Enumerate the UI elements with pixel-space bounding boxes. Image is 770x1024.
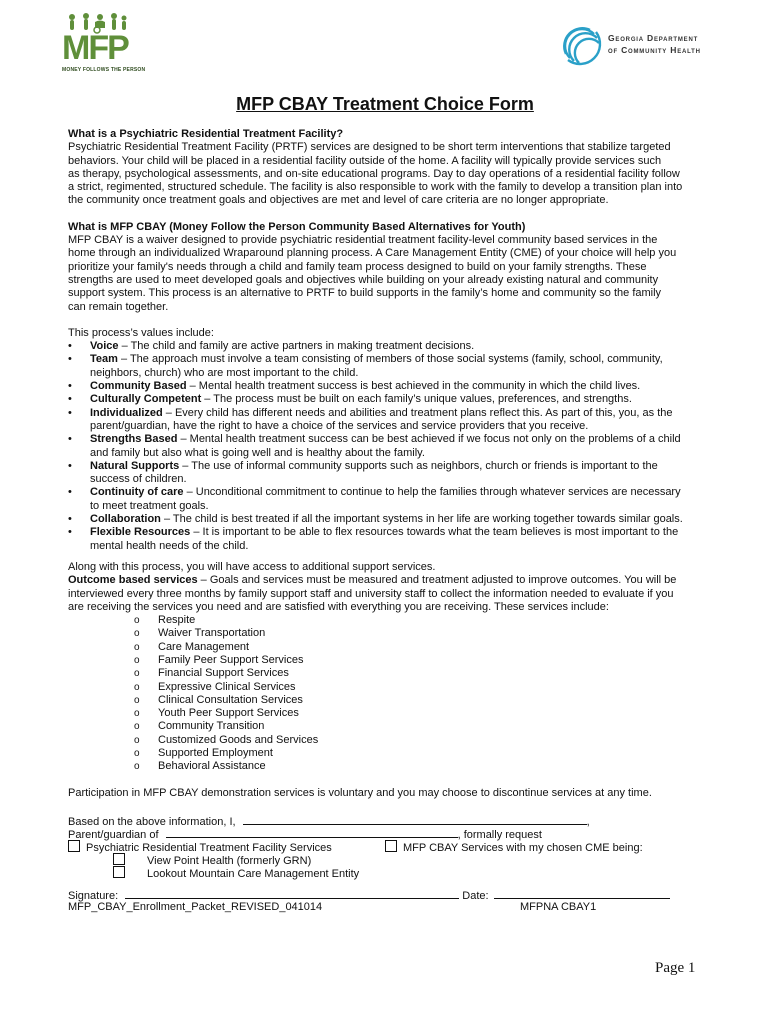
footer-row bbox=[68, 901, 708, 914]
cme-row-1 bbox=[68, 853, 708, 866]
cbay-heading: What is MFP CBAY (Money Follow the Person Community Based Alternatives for Youth) bbox=[68, 220, 526, 233]
cbay-line: MFP CBAY is a waiver designed to provide psychiatric residential treatment facility-level community based services in the bbox=[68, 234, 658, 247]
participation-note: Participation in MFP CBAY demonstration services is voluntary and you may choose to discontinue services at any time. bbox=[68, 786, 652, 799]
value-item: • Collaboration – The child is best treated if all the important systems in her life are working together towards similar goals. bbox=[68, 513, 708, 526]
date-label: Date: bbox=[462, 890, 489, 903]
value-item: • Flexible Resources – It is important to be able to flex resources towards what the team believes is most important to the mental health needs of the child. bbox=[68, 526, 708, 553]
cbay-line: home through an individualized Wraparound planning process. A Care Management Entity (CME) of your choice will help you bbox=[68, 247, 677, 260]
outcome-line: are receiving the services you need and are satisfied with everything you are receiving. These services include: bbox=[68, 600, 609, 613]
prtf-line: Psychiatric Residential Treatment Facility (PRTF) services are designed to be short term interventions that stabilize targeted bbox=[68, 141, 671, 154]
service-item: o Expressive Clinical Services bbox=[68, 681, 708, 694]
cme-lookout-checkbox[interactable] bbox=[113, 866, 125, 878]
cme-lookout-label: Lookout Mountain Care Management Entity bbox=[147, 868, 360, 881]
cme-viewpoint-label: View Point Health (formerly GRN) bbox=[147, 854, 312, 867]
values-list bbox=[68, 340, 708, 553]
cbay-option-checkbox[interactable] bbox=[385, 840, 397, 852]
service-item: o Customized Goods and Services bbox=[68, 734, 708, 747]
child-name-field[interactable] bbox=[166, 826, 458, 838]
services-list bbox=[68, 614, 708, 774]
dch-swirl-icon bbox=[560, 24, 604, 68]
formally-request-label: , formally request bbox=[457, 829, 542, 842]
service-item: o Community Transition bbox=[68, 720, 708, 733]
signature-row bbox=[68, 887, 708, 903]
values-intro: This process’s values include: bbox=[68, 326, 214, 339]
value-item: • Voice – The child and family are active partners in making treatment decisions. bbox=[68, 340, 708, 353]
service-item: o Supported Employment bbox=[68, 747, 708, 760]
prtf-option-checkbox[interactable] bbox=[68, 840, 80, 852]
outcome-line: Outcome based services – Goals and services must be measured and treatment adjusted to improve outcomes. You will be bbox=[68, 574, 677, 587]
date-field[interactable] bbox=[494, 887, 670, 899]
service-item: o Behavioral Assistance bbox=[68, 760, 708, 773]
mfp-logo bbox=[60, 12, 146, 74]
page-number: Page 1 bbox=[655, 960, 696, 976]
value-item: • Continuity of care – Unconditional commitment to continue to help the families through whatever services are necessary to meet treatment goals. bbox=[68, 486, 708, 513]
outcome-line: interviewed every three months by family support staff and university staff to collect the information needed to evaluate if you bbox=[68, 587, 674, 600]
page-title: MFP CBAY Treatment Choice Form bbox=[236, 94, 534, 114]
doc-id: MFP_CBAY_Enrollment_Packet_REVISED_041014 bbox=[68, 900, 323, 913]
form-body bbox=[68, 128, 708, 914]
mfp-tagline: MONEY FOLLOWS THE PERSON bbox=[62, 67, 146, 73]
dch-line1: Georgia Department bbox=[608, 33, 699, 43]
form-code: MFPNA CBAY1 bbox=[520, 900, 597, 913]
prtf-heading: What is a Psychiatric Residential Treatment Facility? bbox=[68, 128, 344, 140]
prtf-line: a strict, regimented, structured schedule. The facility is also responsible to work with the family to develop a transition plan into bbox=[68, 181, 683, 194]
service-item: o Care Management bbox=[68, 641, 708, 654]
service-item: o Financial Support Services bbox=[68, 667, 708, 680]
dch-agency-name bbox=[608, 32, 701, 56]
service-item: o Respite bbox=[68, 614, 708, 627]
prtf-line: behaviors. Your child will be placed in a residential facility outside of the home. A facility will typically provide services such bbox=[68, 154, 662, 167]
service-item: o Youth Peer Support Services bbox=[68, 707, 708, 720]
options-row bbox=[68, 840, 708, 853]
guardian-name-field[interactable] bbox=[243, 813, 587, 825]
value-item: • Team – The approach must involve a team consisting of members of those social systems (family, school, community, neighbors, church) who are most important to the child. bbox=[68, 353, 708, 380]
mfp-wordmark: MFP bbox=[62, 29, 128, 67]
value-item: • Strengths Based – Mental health treatment success can be best achieved if we focus not only on the problems of a child and family but also what is going well and is healthy about the family. bbox=[68, 433, 708, 460]
value-item: • Community Based – Mental health treatment success is best achieved in the community in which the child lives. bbox=[68, 380, 708, 393]
cbay-line: support system. This process is an alternative to PRTF to build supports in the family’s home and community so the family bbox=[68, 287, 662, 300]
cbay-option-label: MFP CBAY Services with my chosen CME being: bbox=[403, 841, 643, 854]
cbay-line: can remain together. bbox=[68, 300, 169, 313]
service-item: o Family Peer Support Services bbox=[68, 654, 708, 667]
outcome-intro: Along with this process, you will have access to additional support services. bbox=[68, 560, 436, 573]
based-on-label: Based on the above information, I, bbox=[68, 815, 236, 828]
service-item: o Waiver Transportation bbox=[68, 627, 708, 640]
cbay-line: strengths are used to meet developed goals and objectives while building on your already existing natural and community bbox=[68, 273, 659, 286]
cme-viewpoint-checkbox[interactable] bbox=[113, 853, 125, 865]
service-item: o Clinical Consultation Services bbox=[68, 694, 708, 707]
prtf-option-label: Psychiatric Residential Treatment Facility Services bbox=[86, 841, 332, 854]
based-on-end: , bbox=[586, 815, 590, 828]
name-row bbox=[68, 813, 708, 826]
child-row bbox=[68, 826, 708, 842]
signature-field[interactable] bbox=[125, 887, 459, 899]
cme-row-2 bbox=[68, 866, 708, 879]
prtf-line: as therapy, psychological assessments, and on-site educational programs. Day to day operations of a residential facility follow bbox=[68, 167, 680, 180]
signature-label: Signature: bbox=[68, 890, 119, 903]
value-item: • Natural Supports – The use of informal community supports such as neighbors, church or friends is important to the success of children. bbox=[68, 460, 708, 487]
cbay-line: prioritize your family's needs through a child and family team process designed to build on your family strengths. These bbox=[68, 260, 647, 273]
value-item: • Individualized – Every child has different needs and abilities and treatment plans reflect this. As part of this, you, as the parent/guardian, have the right to have a choice of the services and service providers that you receive. bbox=[68, 407, 708, 434]
value-item: • Culturally Competent – The process must be built on each family’s unique values, preferences, and strengths. bbox=[68, 393, 708, 406]
parent-of-label: Parent/guardian of bbox=[68, 829, 159, 842]
dch-logo bbox=[560, 24, 720, 68]
prtf-line: the community once treatment goals and objectives are met and level of care criteria are no longer appropriate. bbox=[68, 194, 609, 207]
dch-line2: of Community Health bbox=[608, 45, 701, 55]
